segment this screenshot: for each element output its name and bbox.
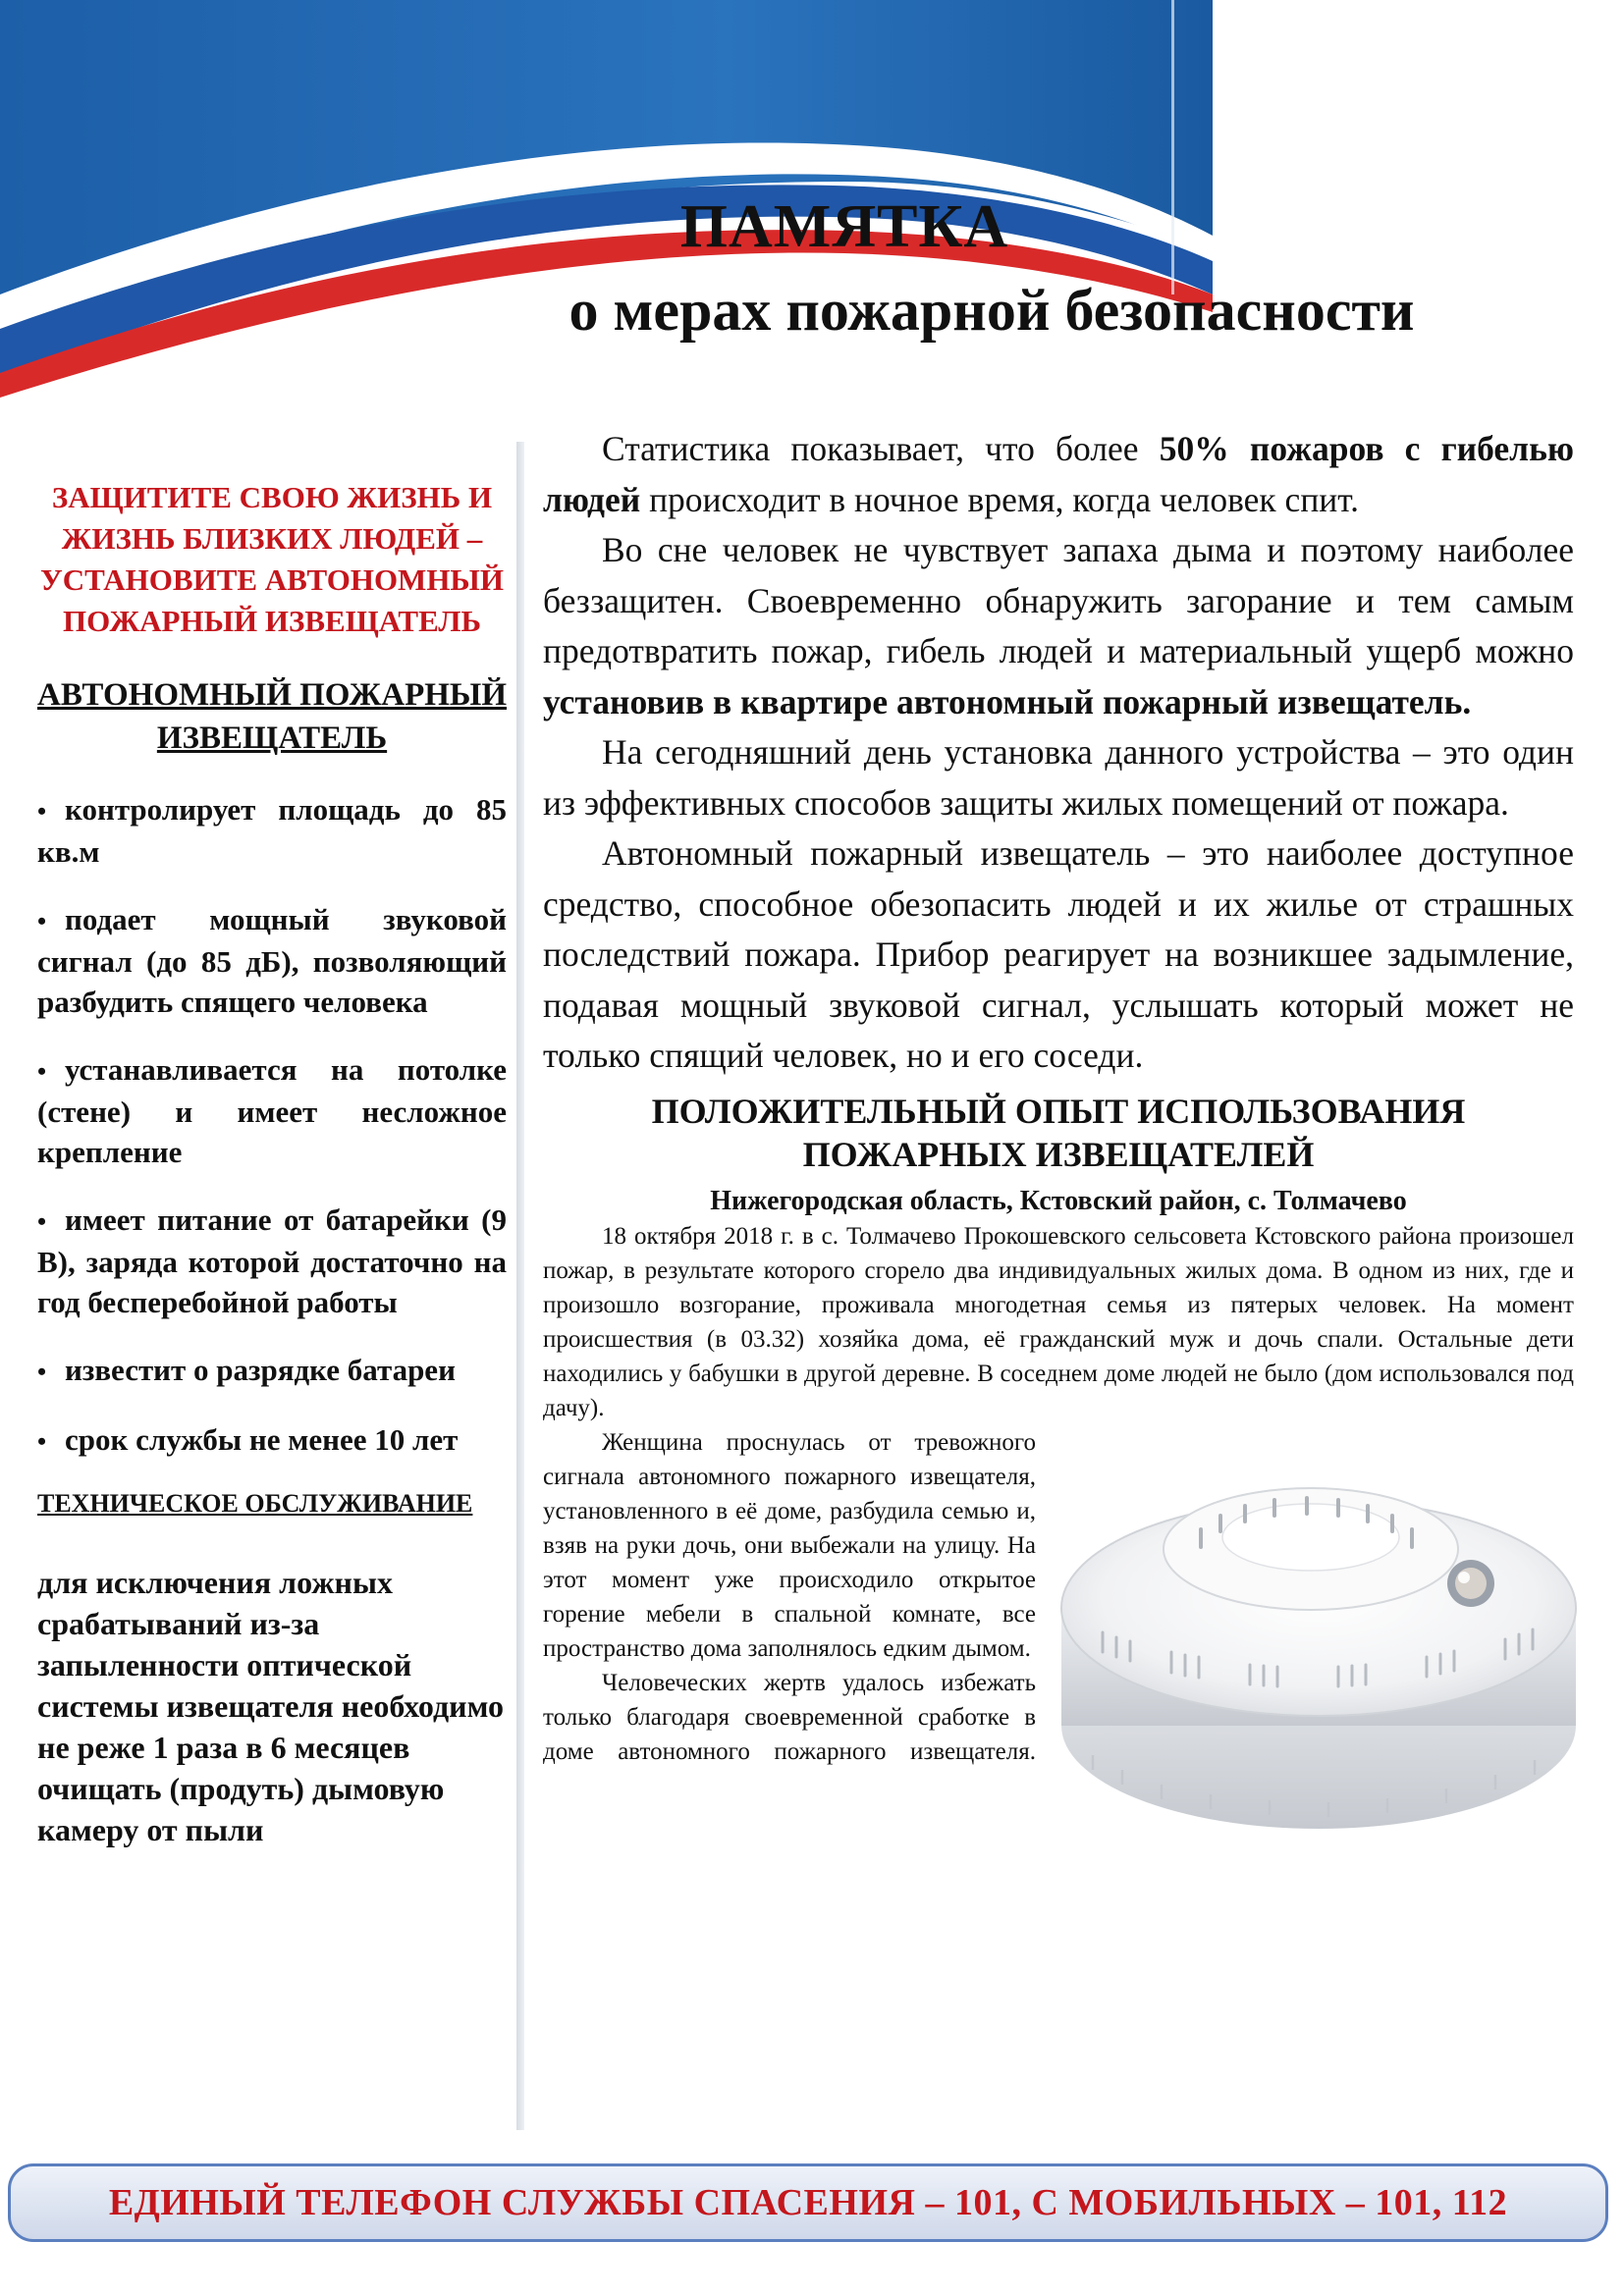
main-content: [543, 424, 1574, 1853]
feature-text: срок службы не менее 10 лет: [65, 1422, 459, 1457]
paragraph-text: Статистика показывает, что более: [602, 429, 1160, 468]
feature-text: известит о разрядке батареи: [65, 1353, 456, 1387]
bullet-icon: •: [37, 1427, 47, 1456]
bullet-icon: •: [37, 1057, 47, 1086]
paragraph-text: Во сне человек не чувствует запаха дыма и поэтому наиболее беззащитен. Своевременно обнаружить загорание и тем самым предотвратить пожар, гибель людей и материальный ущерб можно: [543, 530, 1574, 670]
page-subtitle: о мерах пожарной безопасности: [568, 278, 1415, 343]
story-paragraph: 18 октября 2018 г. в с. Толмачево Прокошевского сельсовета Кстовского района произошел пожар, в результате которого сгорело два индивидуальных жилых дома. В одном из них, где и произошло возгорание, проживала многодетная семья из пятерых человек. На момент происшествия (в 03.32) хозяйка дома, её гражданский муж и дочь спали. Остальные дети находились у бабушки в другой деревне. В соседнем доме людей не было (дом использовался под дачу).: [543, 1222, 1574, 1421]
case-location-heading: Нижегородская область, Кстовский район, с. Толмачево: [710, 1185, 1407, 1216]
feature-item: [37, 1419, 507, 1462]
feature-item: [37, 899, 507, 1022]
paragraph-text: происходит в ночное время, когда человек спит.: [640, 479, 1360, 519]
feature-item: [37, 1350, 507, 1392]
column-divider: [516, 442, 524, 2130]
left-sidebar: [37, 477, 507, 1850]
feature-item: [37, 1049, 507, 1172]
story-paragraph: Человеческих жертв удалось избежать только благодаря своевременной сработке в доме автономного пожарного извещателя.: [543, 1669, 1036, 1765]
feature-text: устанавливается на потолке (стене) и имеет несложное крепление: [37, 1052, 507, 1169]
feature-text: подает мощный звуковой сигнал (до 85 дБ), позволяющий разбудить спящего человека: [37, 902, 507, 1019]
maintenance-heading: ТЕХНИЧЕСКОЕ ОБСЛУЖИВАНИЕ: [37, 1489, 473, 1518]
section-title: ПОЛОЖИТЕЛЬНЫЙ ОПЫТ ИСПОЛЬЗОВАНИЯ ПОЖАРНЫХ ИЗВЕЩАТЕЛЕЙ: [651, 1091, 1466, 1174]
sidebar-headline: ЗАЩИТИТЕ СВОЮ ЖИЗНЬ И ЖИЗНЬ БЛИЗКИХ ЛЮДЕЙ – УСТАНОВИТЕ АВТОНОМНЫЙ ПОЖАРНЫЙ ИЗВЕЩАТЕЛЬ: [40, 480, 504, 638]
paragraph-statistics: [543, 424, 1574, 525]
feature-text: имеет питание от батарейки (9 В), заряда которой достаточно на год бесперебойной работы: [37, 1202, 507, 1319]
bullet-icon: •: [37, 1358, 47, 1386]
bullet-icon: •: [37, 797, 47, 826]
emergency-phone-text: ЕДИНЫЙ ТЕЛЕФОН СЛУЖБЫ СПАСЕНИЯ – 101, С МОБИЛЬНЫХ – 101, 112: [108, 2182, 1508, 2223]
sidebar-subheading: АВТОНОМНЫЙ ПОЖАРНЫЙ ИЗВЕЩАТЕЛЬ: [37, 677, 508, 756]
feature-list: [37, 789, 507, 1462]
feature-text: контролирует площадь до 85 кв.м: [37, 792, 507, 869]
feature-item: [37, 1200, 507, 1322]
paragraph-sleep: [543, 525, 1574, 727]
emphasis-text: 50% пожаров с гибелью людей: [543, 429, 1574, 519]
maintenance-text: для исключения ложных срабатываний из-за запыленности оптической системы извещателя необходимо не реже 1 раза в 6 месяцев очищать (продуть) дымовую камеру от пыли: [37, 1565, 504, 1847]
bullet-icon: •: [37, 1207, 47, 1236]
feature-item: [37, 789, 507, 872]
paragraph-detector: Автономный пожарный извещатель – это наиболее доступное средство, способное обезопасить людей и их жилье от страшных последствий пожара. Прибор реагирует на возникшее задымление, подавая мощный звуковой сигнал, услышать который может не только спящий человек, но и его соседи.: [543, 833, 1574, 1075]
emphasis-text: установив в квартире автономный пожарный извещатель.: [543, 681, 1472, 721]
story-with-image: [543, 1425, 1574, 1769]
smoke-detector-image: [1054, 1431, 1584, 1853]
bullet-icon: •: [37, 907, 47, 935]
emergency-phone-banner: [8, 2163, 1608, 2242]
paragraph-installation: На сегодняшний день установка данного устройства – это один из эффективных способов защиты жилых помещений от пожара.: [543, 732, 1574, 823]
story-paragraph: Женщина проснулась от тревожного сигнала автономного пожарного извещателя, установленного в её доме, разбудила семью и, взяв на руки дочь, они выбежали на улицу. На этот момент уже происходило открытое горение мебели в спальной комнате, все пространство дома заполнялось едким дымом.: [543, 1428, 1036, 1662]
page-title: ПАМЯТКА: [679, 193, 1009, 260]
